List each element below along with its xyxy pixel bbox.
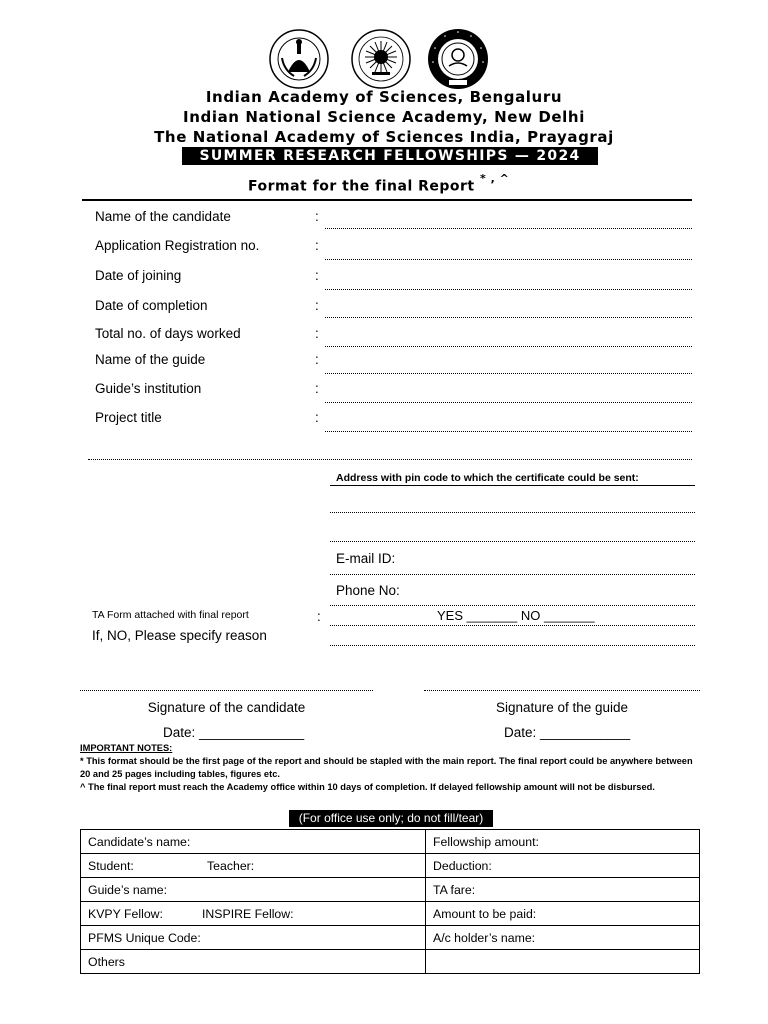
reason-label: If, NO, Please specify reason (92, 628, 267, 643)
ias-seal-logo (268, 28, 330, 90)
field-colon: : (315, 209, 319, 224)
field-label-candidate-name: Name of the candidate (95, 209, 231, 224)
insa-seal-logo (350, 28, 412, 90)
cell-label: Candidate’s name: (88, 834, 191, 849)
table-cell[interactable] (426, 878, 700, 902)
phone-label: Phone No: (336, 583, 400, 598)
cell-label: KVPY Fellow: (88, 906, 163, 921)
address-line-2[interactable] (330, 541, 695, 542)
date-of-joining-field[interactable] (325, 289, 692, 290)
ta-form-colon: : (317, 609, 321, 624)
candidate-date[interactable]: Date: ______________ (163, 725, 305, 740)
address-label: Address with pin code to which the certificate could be sent: (336, 472, 639, 484)
field-colon: : (315, 268, 319, 283)
cell-label: Others (88, 954, 125, 969)
ta-form-line (330, 625, 695, 626)
date-of-completion-field[interactable] (325, 317, 692, 318)
table-row (81, 950, 700, 974)
email-field[interactable] (330, 574, 695, 575)
cell-label: Student: (88, 858, 134, 873)
guide-institution-field[interactable] (325, 402, 692, 403)
cell-label: INSPIRE Fellow: (202, 906, 294, 921)
header-rule (82, 199, 692, 201)
table-cell[interactable] (426, 950, 700, 974)
table-cell[interactable] (81, 854, 426, 878)
field-label-project-title: Project title (95, 410, 162, 425)
days-worked-field[interactable] (325, 346, 692, 347)
field-colon: : (315, 298, 319, 313)
table-cell[interactable] (81, 950, 426, 974)
table-row (81, 854, 700, 878)
registration-no-field[interactable] (325, 259, 692, 260)
cell-label: Deduction: (433, 858, 492, 873)
table-row (81, 926, 700, 950)
guide-name-field[interactable] (325, 373, 692, 374)
table-row (81, 878, 700, 902)
field-colon: : (315, 238, 319, 253)
notes-heading: IMPORTANT NOTES: (80, 743, 173, 753)
candidate-name-field[interactable] (325, 228, 692, 229)
guide-signature-label: Signature of the guide (495, 700, 629, 715)
cell-label: PFMS Unique Code: (88, 930, 201, 945)
format-title-text: Format for the final Report (248, 178, 475, 195)
institution-name-ias: Indian Academy of Sciences, Bengaluru (205, 88, 563, 106)
candidate-signature-label: Signature of the candidate (147, 700, 306, 715)
ta-form-label: TA Form attached with final report (92, 609, 249, 621)
project-title-field-continued[interactable] (88, 459, 692, 460)
table-row (81, 830, 700, 854)
candidate-signature-line[interactable] (80, 690, 373, 691)
ta-form-yes-no[interactable]: YES _______ NO _______ (437, 608, 595, 623)
project-title-field[interactable] (325, 431, 692, 432)
cell-label: TA fare: (433, 882, 476, 897)
reason-field[interactable] (330, 645, 695, 646)
office-use-table (80, 829, 700, 974)
cell-label: Teacher: (207, 858, 255, 873)
table-row (81, 902, 700, 926)
address-line-1[interactable] (330, 512, 695, 513)
field-label-registration-no: Application Registration no. (95, 238, 260, 253)
format-title (248, 172, 510, 195)
guide-signature-line[interactable] (424, 690, 700, 691)
cell-label: Fellowship amount: (433, 834, 539, 849)
cell-label: A/c holder’s name: (433, 930, 536, 945)
cell-label: Guide’s name: (88, 882, 168, 897)
email-label: E-mail ID: (336, 551, 396, 566)
table-cell[interactable] (81, 830, 426, 854)
field-colon: : (315, 410, 319, 425)
field-label-date-of-joining: Date of joining (95, 268, 182, 283)
fellowship-banner: SUMMER RESEARCH FELLOWSHIPS — 2024 (182, 147, 598, 165)
field-label-guide-institution: Guide’s institution (95, 381, 202, 396)
table-cell[interactable] (426, 830, 700, 854)
table-cell[interactable] (81, 902, 426, 926)
field-label-guide-name: Name of the guide (95, 352, 206, 367)
table-cell[interactable] (81, 926, 426, 950)
guide-date[interactable]: Date: ____________ (504, 725, 631, 740)
phone-field[interactable] (330, 605, 695, 606)
field-colon: : (315, 326, 319, 341)
nasi-seal-logo (427, 28, 489, 90)
field-colon: : (315, 352, 319, 367)
institution-name-nasi: The National Academy of Sciences India, Prayagraj (154, 128, 614, 146)
cell-label: Amount to be paid: (433, 906, 537, 921)
format-title-marks: * , ^ (480, 172, 510, 185)
table-cell[interactable] (426, 902, 700, 926)
field-colon: : (315, 381, 319, 396)
note-first-page: * This format should be the first page of the report and should be stapled with the main report. The final report could be anywhere between 20 and 25 pages including tables, figures etc. (80, 756, 693, 779)
institution-name-insa: Indian National Science Academy, New Delhi (183, 108, 585, 126)
table-cell[interactable] (81, 878, 426, 902)
address-label-rule (330, 485, 695, 486)
table-cell[interactable] (426, 854, 700, 878)
table-cell[interactable] (426, 926, 700, 950)
field-label-days-worked: Total no. of days worked (95, 326, 241, 341)
note-deadline: ^ The final report must reach the Academy office within 10 days of completion. If delayed fellowship amount will not be disbursed. (80, 782, 655, 792)
field-label-date-of-completion: Date of completion (95, 298, 208, 313)
office-use-banner: (For office use only; do not fill/tear) (289, 810, 493, 827)
